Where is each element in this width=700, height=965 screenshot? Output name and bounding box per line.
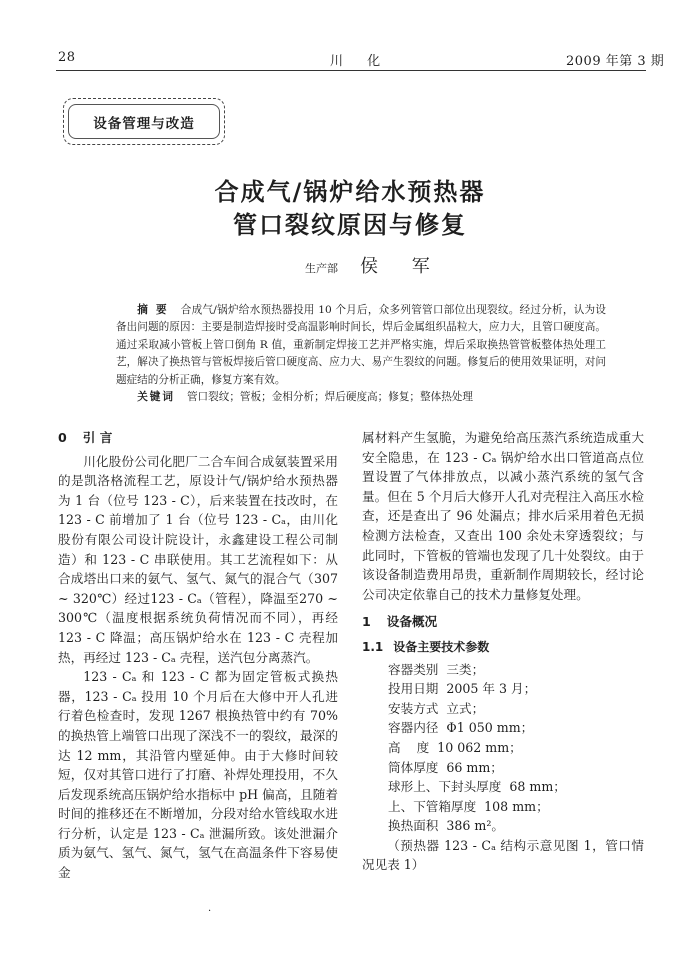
- keywords-label: 关键词: [137, 391, 175, 404]
- left-column: [58, 428, 338, 883]
- section-heading-0: [58, 428, 338, 448]
- spec-label: 容器类别: [388, 661, 439, 677]
- abstract-paragraph: [116, 302, 606, 389]
- author-name: 侯 军: [360, 256, 444, 277]
- spec-item: [362, 738, 644, 758]
- abstract-block: [116, 302, 606, 406]
- spec-label: 高 度: [388, 739, 430, 755]
- right-column: [362, 428, 644, 875]
- spec-value: 386 m²。: [446, 818, 505, 834]
- section-badge-label: 设备管理与改造: [68, 104, 220, 139]
- subsection-number: 1.1: [362, 639, 384, 654]
- article-title-line-1: 合成气/锅炉给水预热器: [214, 178, 486, 206]
- section-heading-1: [362, 612, 644, 632]
- spec-item: [362, 679, 644, 699]
- spec-item: [362, 660, 644, 680]
- article-title-line-2: 管口裂纹原因与修复: [233, 211, 467, 239]
- section-number: 1: [362, 614, 371, 630]
- issue-label: 2009 年第 3 期: [566, 54, 665, 69]
- abstract-text: 合成气/锅炉给水预热器投用 10 个月后，众多列管管口部位出现裂纹。经过分析，认为设备出问题的原因：主要是制造焊接时受高温影响时间长，焊后金属组织晶粒大，应力大，且管口硬度高。通过采取减小管板上管口倒角 R 值，重新制定焊接工艺并严格实施，焊后采取换热管管板整体热处理工艺，解决了换热管与管板焊接后管口硬度高、应力大、易产生裂纹的问题。修复后的使用效果证明，对问题症结的分析正确，修复方案有效。: [116, 304, 606, 386]
- spec-label: 换热面积: [388, 818, 439, 834]
- spec-label: 筒体厚度: [388, 759, 439, 775]
- author-unit: 生产部: [305, 262, 338, 275]
- spec-item: [362, 699, 644, 719]
- continued-paragraph: 属材料产生氢脆，为避免给高压蒸汽系统造成重大安全隐患，在 123 - Cₐ 锅炉给水出口管道高点位置设置了气体排放点，以减小蒸汽系统的氢气含量。但在 5 个月后大修开人孔对壳程注入高压水检查，还是查出了 96 处漏点；排水后采用着色无损检测方法检查，又查出 100 余处未穿透裂纹；与此同时，下管板的管端也发现了几十处裂纹。由于该设备制造费用昂贵，重新制作周期较长，经讨论公司决定依靠自己的技术力量修复处理。: [362, 430, 644, 602]
- spec-item: [362, 797, 644, 817]
- spec-label: 上、下管箱厚度: [388, 798, 477, 814]
- keywords-paragraph: [116, 389, 606, 406]
- spec-list: [362, 660, 644, 836]
- section-number: 0: [58, 430, 67, 445]
- spec-value: 10 062 mm；: [437, 739, 522, 755]
- section-badge: [63, 98, 225, 145]
- spec-value: 立式；: [446, 700, 485, 716]
- section-title: 引 言: [82, 430, 113, 445]
- spec-label: 安装方式: [388, 700, 439, 716]
- section-title: 设备概况: [386, 614, 438, 630]
- spec-item: [362, 777, 644, 797]
- spec-item: [362, 718, 644, 738]
- spec-value: Φ1 050 mm；: [446, 720, 534, 736]
- page-number: 28: [58, 50, 76, 65]
- spec-value: 三类；: [446, 661, 485, 677]
- journal-name: 川 化: [330, 54, 391, 69]
- figure-table-note: （预热器 123 - Cₐ 结构示意见图 1，管口情况见表 1）: [362, 837, 644, 873]
- keywords-text: 管口裂纹；管板；金相分析；焊后硬度高；修复；整体热处理: [186, 391, 473, 404]
- spec-value: 2005 年 3 月；: [446, 681, 537, 697]
- spec-item: [362, 758, 644, 778]
- spec-label: 投用日期: [388, 681, 439, 697]
- header-rule: [56, 70, 646, 71]
- subsection-heading-1-1: [362, 638, 644, 658]
- spec-label: 容器内径: [388, 720, 439, 736]
- intro-paragraph-1: 川化股份公司化肥厂二合车间合成氨装置采用的是凯洛格流程工艺，原设计气/锅炉给水预热器为 1 台（位号 123 - C），后来装置在技改时，在 123 - C 前增加了 1 台（位号 123 - Cₐ，由川化股份有限公司设计院设计，永鑫建设工程公司制造）和 123 - C 串联使用。其工艺流程如下：从合成塔出口来的氨气、氢气、氮气的混合气（307 ~ 320℃）经过123 - Cₐ（管程），降温至270 ~ 300℃（温度根据系统负荷情况而不同），再经 123 - C 降温；高压锅炉给水在 123 - C 壳程加热，再经过 123 - Cₐ 壳程，送汽包分离蒸汽。: [58, 453, 338, 665]
- abstract-label: 摘 要: [137, 304, 169, 316]
- footer-mark: ·: [208, 906, 212, 917]
- spec-value: 108 mm；: [484, 798, 549, 814]
- subsection-title: 设备主要技术参数: [393, 639, 490, 654]
- intro-paragraph-2: 123 - Cₐ 和 123 - C 都为固定管板式换热器，123 - Cₐ 投用 10 个月后在大修中开人孔进行着色检查时，发现 1267 根换热管中约有 70% 的换热管上端管口出现了深浅不一的裂纹，最深的达 12 mm，其沿管内壁延伸。由于大修时间较短，仅对其管口进行了打磨、补焊处理投用，不久后发现系统高压锅炉给水指标中 pH 偏高，且随着时间的推移还在不断增加，分段对给水管线取水进行分析，认定是 123 - Cₐ 泄漏所致。该处泄漏介质为氨气、氢气、氮气，氢气在高温条件下容易使金: [58, 669, 338, 881]
- spec-item: [362, 816, 644, 836]
- author-row: [305, 252, 444, 278]
- spec-value: 66 mm；: [446, 759, 503, 775]
- spec-value: 68 mm；: [509, 779, 566, 795]
- spec-label: 球形上、下封头厚度: [388, 779, 502, 795]
